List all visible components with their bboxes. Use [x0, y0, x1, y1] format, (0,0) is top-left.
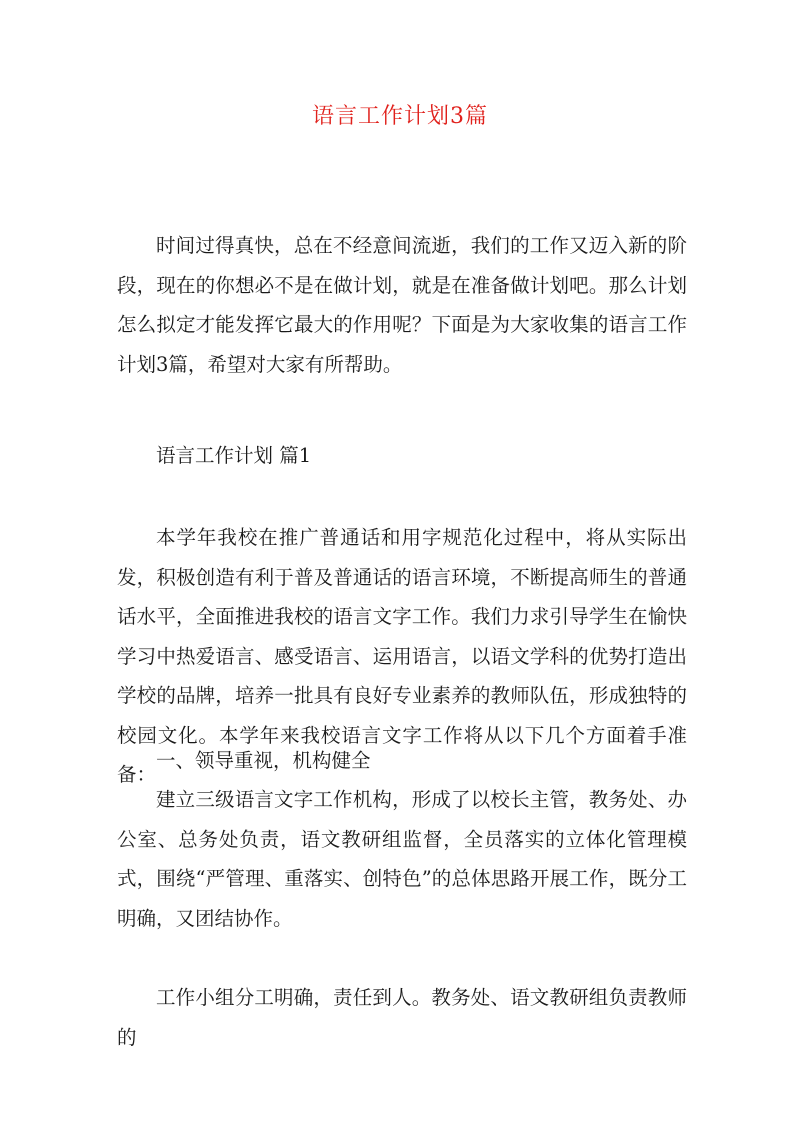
subsection-heading: 一、领导重视，机构健全 — [156, 749, 371, 772]
section-heading: 语言工作计划 篇1 — [156, 444, 312, 467]
subsection-paragraph: 建立三级语言文字工作机构，形成了以校长主管，教务处、办公室、总务处负责，语文教研组监督，全员落实的立体化管理模式，围绕“严管理、重落实、创特色”的总体思路开展工作，既分工明确，又团结协作。 — [117, 788, 687, 930]
document-title: 语言工作计划3篇 — [312, 104, 488, 129]
intro-paragraph: 时间过得真快，总在不经意间流逝，我们的工作又迈入新的阶段，现在的你想必不是在做计划，就是在准备做计划吧。那么计划怎么拟定才能发挥它最大的作用呢？下面是为大家收集的语言工作计划3篇，希望对大家有所帮助。 — [117, 234, 687, 376]
last-paragraph: 工作小组分工明确，责任到人。教务处、语文教研组负责教师的 — [117, 986, 687, 1049]
main-paragraph: 本学年我校在推广普通话和用字规范化过程中，将从实际出发，积极创造有利于普及普通话的语言环境，不断提高师生的普通话水平，全面推进我校的语言文字工作。我们力求引导学生在愉快学习中热爱语言、感受语言、运用语言，以语文学科的优势打造出学校的品牌，培养一批具有良好专业素养的教师队伍，形成独特的校园文化。本学年来我校语言文字工作将从以下几个方面着手准备： — [117, 526, 687, 786]
